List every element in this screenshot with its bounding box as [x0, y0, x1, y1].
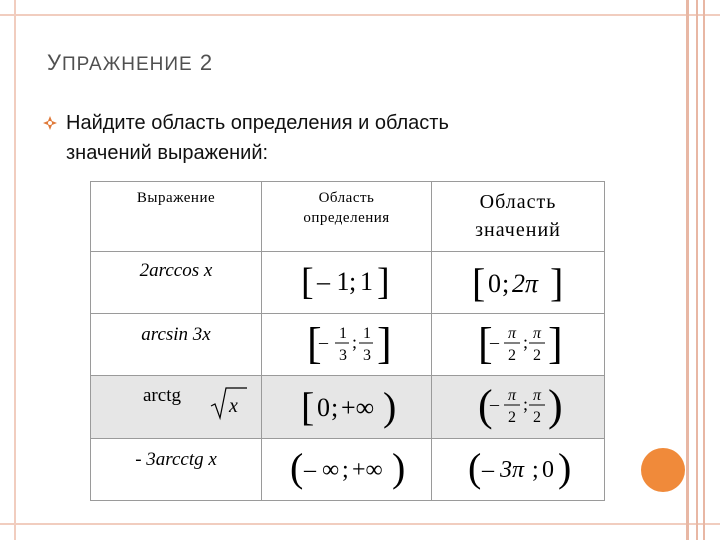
diamond-bullet-icon: [43, 116, 57, 130]
range-cell: [432, 439, 605, 501]
svg-text:– ∞: – ∞: [303, 457, 339, 483]
svg-text:–: –: [490, 394, 499, 414]
frame-line-left: [14, 0, 16, 540]
svg-text:π: π: [508, 387, 517, 404]
svg-text:]: ]: [548, 319, 563, 368]
svg-text:2: 2: [533, 347, 541, 364]
frame-line-top: [0, 14, 720, 16]
expression-text: 2arccos x: [139, 260, 213, 281]
range-cell: [432, 252, 605, 314]
svg-text:2π: 2π: [512, 269, 539, 298]
expression-text: - 3arcctg x: [135, 449, 217, 470]
svg-text:1: 1: [362, 325, 371, 342]
domain-formula: [282, 439, 412, 497]
svg-text:]: ]: [376, 261, 390, 303]
domain-cell: [262, 439, 432, 501]
svg-text:(: (: [478, 381, 493, 430]
svg-text:1: 1: [338, 325, 347, 342]
expression-text: arcsin 3x: [141, 324, 211, 345]
svg-text:3: 3: [362, 347, 371, 364]
range-cell: [432, 376, 605, 439]
range-formula: [468, 314, 568, 372]
svg-text:3: 3: [338, 347, 347, 364]
expression-cell: [91, 252, 262, 314]
svg-text:π: π: [508, 325, 517, 342]
frame-line-bottom: [0, 523, 720, 525]
svg-text:2: 2: [508, 347, 516, 364]
svg-text:): ): [382, 384, 396, 429]
svg-text:– 3π: – 3π: [482, 457, 525, 483]
task-text-line1: Найдите область определения и область: [66, 112, 449, 134]
task-text-line2: значений выражений:: [66, 142, 269, 164]
svg-text:;: ;: [351, 332, 357, 352]
svg-text:0: 0: [542, 457, 554, 483]
table-row: [91, 439, 605, 501]
frame-line-right-3: [703, 0, 705, 540]
svg-text:]: ]: [550, 260, 564, 305]
table-row: [91, 314, 605, 376]
table-header-row: [91, 182, 605, 252]
svg-text:): ): [391, 445, 405, 490]
range-cell: [432, 314, 605, 376]
svg-text:]: ]: [376, 319, 392, 368]
svg-text:): ): [548, 381, 563, 430]
table-row: [91, 376, 605, 439]
title-rest: ПРАЖНЕНИЕ: [61, 54, 193, 75]
domain-cell: [262, 314, 432, 376]
svg-text:+∞: +∞: [351, 457, 383, 483]
svg-text:π: π: [533, 325, 542, 342]
svg-text:(: (: [289, 445, 303, 490]
range-formula: [468, 376, 568, 434]
svg-text:;: ;: [330, 393, 338, 422]
range-formula: [458, 252, 578, 310]
header-domain: Область определения: [262, 182, 432, 252]
svg-text:[: [: [478, 319, 493, 368]
exercise-table: [90, 181, 605, 501]
svg-text:;: ;: [341, 457, 349, 483]
expression-cell: [91, 439, 262, 501]
range-formula: [458, 439, 578, 497]
svg-text:0: 0: [488, 269, 501, 298]
domain-formula: [297, 314, 397, 372]
title-first-letter: У: [47, 50, 62, 75]
svg-text:π: π: [533, 387, 542, 404]
decorative-circle: [641, 448, 685, 492]
svg-text:[: [: [300, 384, 314, 429]
expression-cell: [91, 376, 262, 439]
svg-text:0: 0: [316, 393, 330, 422]
svg-text:–: –: [318, 332, 328, 352]
svg-text:x: x: [229, 395, 238, 417]
sqrt-x: [209, 382, 249, 422]
expression-text: arctg: [143, 385, 181, 406]
domain-cell: [262, 376, 432, 439]
header-expression: Выражение: [91, 182, 262, 252]
svg-text:+∞: +∞: [340, 393, 374, 422]
domain-cell: [262, 252, 432, 314]
svg-text:2: 2: [508, 409, 516, 426]
svg-text:[: [: [300, 261, 314, 303]
svg-text:;: ;: [502, 269, 510, 298]
task-text: [66, 108, 626, 168]
svg-text:–: –: [490, 332, 499, 352]
svg-text:[: [: [472, 260, 486, 305]
svg-text:[: [: [306, 319, 322, 368]
svg-text:;: ;: [523, 332, 529, 352]
svg-text:): ): [558, 445, 572, 490]
svg-text:– 1: – 1: [316, 267, 349, 296]
svg-text:;: ;: [348, 267, 356, 296]
svg-text:(: (: [468, 445, 482, 490]
slide-title: [47, 50, 213, 76]
domain-formula: [287, 376, 407, 434]
title-number: 2: [199, 50, 214, 75]
svg-text:;: ;: [523, 394, 529, 414]
frame-line-right-1: [686, 0, 689, 540]
header-range: Область значений: [432, 182, 605, 252]
frame-line-right-2: [696, 0, 698, 540]
table-row: [91, 252, 605, 314]
expression-cell: [91, 314, 262, 376]
svg-text:2: 2: [533, 409, 541, 426]
svg-text:;: ;: [532, 457, 539, 483]
domain-formula: [287, 252, 407, 310]
svg-text:1: 1: [359, 267, 373, 296]
